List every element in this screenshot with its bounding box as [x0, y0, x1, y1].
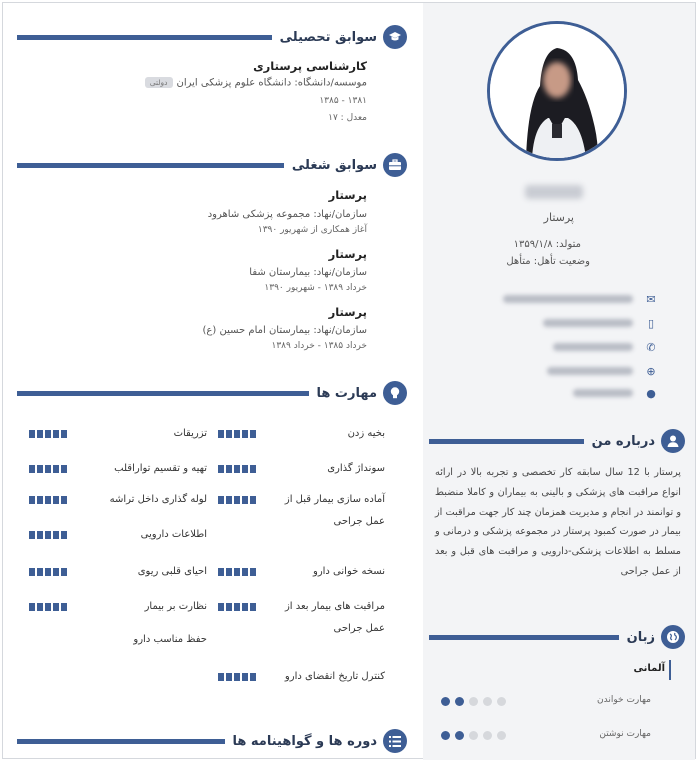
education-gpa: معدل : ۱۷ — [328, 113, 367, 123]
language-title: زبان — [626, 629, 655, 645]
education-title: سوابق تحصیلی — [279, 29, 377, 45]
job-org: سازمان/نهاد: بیمارستان امام حسین (ع) — [202, 325, 367, 336]
section-rule — [17, 163, 284, 168]
skill-level — [218, 430, 256, 438]
contact-mobile — [543, 315, 657, 331]
skill-item — [218, 561, 385, 583]
profile-marital: وضعیت تأهل: متأهل — [506, 256, 590, 267]
writing-label: مهارت نوشتن — [599, 729, 651, 739]
website-redacted — [547, 367, 633, 375]
skill-item — [218, 489, 385, 533]
skill-item — [29, 489, 207, 511]
writing-level — [441, 731, 506, 740]
level-dot — [469, 697, 478, 706]
skill-item — [218, 423, 385, 445]
profile-role: پرستار — [543, 211, 574, 224]
about-text: پرستار با 12 سال سابقه کار تخصصی و تجربه بالا در ارائه انواع مراقبت های پزشکی و بالینی به بیماران و کاملا منضبط و توانمند در انجام و مدیریت همزمان چند کار جهت مراقبت از بیمار در صورت کمبود پرستار در مجموعه پزشکی و درمانی و مسلط به اطلاعات پزشکی-دارویی و مراقبت های قبل و بعد از عمل جراحی — [435, 467, 681, 577]
language-name: آلمانی — [633, 663, 665, 674]
skill-item — [29, 458, 207, 480]
skill-name: مراقبت های بیمار بعد از عمل جراحی — [284, 601, 385, 634]
skill-level — [218, 568, 256, 576]
language-marker — [669, 660, 671, 680]
section-rule — [17, 739, 225, 744]
education-institution — [145, 77, 367, 89]
language-header — [429, 623, 685, 651]
skills-header — [17, 379, 407, 407]
skill-level — [29, 496, 67, 504]
level-dot — [483, 697, 492, 706]
reading-level — [441, 697, 506, 706]
skill-level — [29, 430, 67, 438]
profile-photo — [487, 21, 627, 161]
level-dot — [455, 731, 464, 740]
skill-name: تزریقات — [173, 428, 207, 439]
globe-icon — [661, 625, 685, 649]
skill-item — [29, 423, 207, 445]
skills-title: مهارت ها — [316, 385, 377, 401]
skill-item — [29, 524, 207, 546]
skill-item — [218, 458, 385, 480]
work-title: سوابق شغلی — [291, 157, 377, 173]
level-dot — [469, 731, 478, 740]
skill-name: نظارت بر بیمار — [144, 601, 207, 612]
email-icon: ✉ — [646, 292, 656, 306]
institution-text: موسسه/دانشگاه: دانشگاه علوم پزشکی ایران — [176, 77, 367, 89]
job-title: پرستار — [328, 188, 367, 202]
job-dates: خرداد ۱۳۸۹ - شهریور ۱۳۹۰ — [264, 283, 367, 293]
job-org: سازمان/نهاد: مجموعه پزشکی شاهرود — [207, 209, 367, 220]
profile-birth: متولد: ۱۳۵۹/۱/۸ — [513, 239, 581, 250]
work-header — [17, 151, 407, 179]
globe-icon: ⊕ — [646, 364, 656, 378]
location-redacted — [573, 389, 633, 397]
briefcase-icon — [383, 153, 407, 177]
graduation-cap-icon — [383, 25, 407, 49]
skill-level — [218, 603, 256, 611]
skill-level — [29, 531, 67, 539]
skill-level — [29, 603, 67, 611]
level-dot — [441, 697, 450, 706]
mobile-icon: ▯ — [647, 316, 655, 330]
skill-level — [218, 673, 256, 681]
mobile-redacted — [543, 319, 633, 327]
skill-level — [29, 568, 67, 576]
job-org: سازمان/نهاد: بیمارستان شفا — [249, 267, 367, 278]
courses-title: دوره ها و گواهینامه ها — [232, 733, 377, 749]
list-icon — [383, 729, 407, 753]
skill-level — [218, 496, 256, 504]
job-dates: خرداد ۱۳۸۵ - خرداد ۱۳۸۹ — [271, 341, 367, 351]
degree-title: کارشناسی پرستاری — [253, 59, 367, 73]
skill-level — [29, 465, 67, 473]
about-title: درباره من — [591, 433, 655, 449]
skill-name: سونداژ گذاری — [327, 463, 385, 474]
job-dates: آغاز همکاری از شهریور ۱۳۹۰ — [257, 225, 367, 235]
resume-page — [2, 2, 696, 759]
phone-redacted — [553, 343, 633, 351]
section-rule — [17, 35, 272, 40]
institution-badge: دولتی — [145, 77, 173, 88]
location-icon: ● — [646, 386, 656, 400]
level-dot — [497, 731, 506, 740]
avatar — [490, 24, 624, 158]
job-title: پرستار — [328, 247, 367, 261]
skill-name: کنترل تاریخ انقضای دارو — [284, 671, 385, 682]
job-title: پرستار — [328, 305, 367, 319]
skill-item — [29, 561, 207, 583]
skill-name: حفظ مناسب دارو — [133, 634, 207, 645]
level-dot — [455, 697, 464, 706]
level-dot — [497, 697, 506, 706]
skill-level — [218, 465, 256, 473]
skill-name: آماده سازی بیمار قبل از عمل جراحی — [284, 494, 385, 527]
skill-item — [218, 666, 385, 688]
education-header — [17, 23, 407, 51]
section-rule — [429, 635, 619, 640]
skill-name: احیای قلبی ریوی — [137, 566, 207, 577]
contact-website — [547, 363, 657, 379]
skill-item — [29, 629, 207, 651]
section-rule — [17, 391, 309, 396]
education-years: ۱۳۸۱ - ۱۳۸۵ — [319, 96, 367, 106]
section-rule — [429, 439, 584, 444]
reading-label: مهارت خواندن — [597, 695, 651, 705]
contact-phone — [553, 339, 657, 355]
name-redacted — [525, 185, 583, 199]
user-icon — [661, 429, 685, 453]
skill-item — [29, 596, 207, 618]
level-dot — [483, 731, 492, 740]
skill-name: تهیه و تقسیم تواراقلب — [114, 463, 207, 474]
lightbulb-icon — [383, 381, 407, 405]
skill-name: اطلاعات دارویی — [140, 529, 207, 540]
email-redacted — [503, 295, 633, 303]
skill-item — [218, 596, 385, 640]
courses-header — [17, 727, 407, 755]
skill-name: بخیه زدن — [347, 428, 385, 439]
contact-location — [573, 385, 657, 401]
skill-name: نسخه خوانی دارو — [312, 566, 385, 577]
skill-name: لوله گذاری داخل تراشه — [109, 494, 207, 505]
about-header — [429, 427, 685, 455]
level-dot — [441, 731, 450, 740]
contact-email — [503, 291, 657, 307]
phone-icon: ✆ — [646, 340, 656, 354]
